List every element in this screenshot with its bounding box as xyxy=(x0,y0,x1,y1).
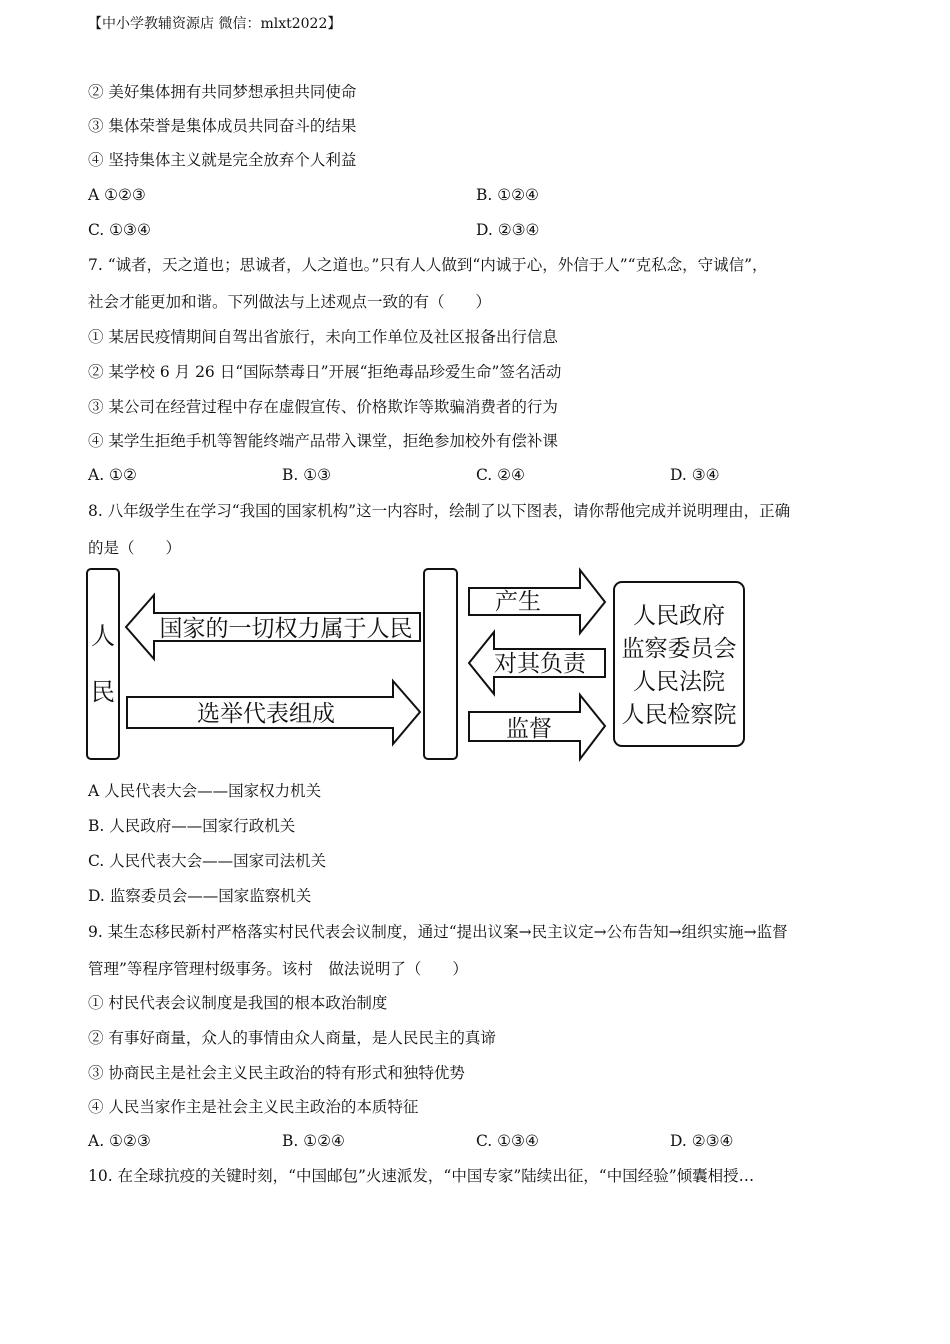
q9-item-4: ④ 人民当家作主是社会主义民主政治的本质特征 xyxy=(88,1098,419,1116)
elect-arrow-label: 选举代表组成 xyxy=(197,701,335,727)
q9-item-1: ① 村民代表会议制度是我国的根本政治制度 xyxy=(88,994,388,1012)
q8-option-d: D. 监察委员会——国家监察机关 xyxy=(88,887,312,905)
q6-item-3: ③ 集体荣誉是集体成员共同奋斗的结果 xyxy=(88,117,357,135)
q7-item-4: ④ 某学生拒绝手机等智能终端产品带入课堂，拒绝参加校外有偿补课 xyxy=(88,432,558,450)
q6-option-a: A ①②③ xyxy=(88,186,146,204)
q9-option-d: D. ②③④ xyxy=(670,1132,734,1150)
q9-option-b: B. ①②④ xyxy=(282,1132,345,1150)
q7-item-1: ① 某居民疫情期间自驾出省旅行，未向工作单位及社区报备出行信息 xyxy=(88,328,558,346)
q8-stem-line1: 8. 八年级学生在学习“我国的国家机构”这一内容时，绘制了以下图表，请你帮他完成并说明理由，正确 xyxy=(88,502,791,520)
q6-option-d: D. ②③④ xyxy=(476,221,540,239)
q9-item-3: ③ 协商民主是社会主义民主政治的特有形式和独特优势 xyxy=(88,1064,465,1082)
q8-option-c: C. 人民代表大会——国家司法机关 xyxy=(88,852,327,870)
npc-box xyxy=(424,569,457,759)
q9-option-a: A. ①②③ xyxy=(88,1132,151,1150)
organ-supervisory: 监察委员会 xyxy=(621,636,737,662)
people-char-1: 人 xyxy=(91,622,115,650)
q10-stem-line1: 10. 在全球抗疫的关键时刻，“中国邮包”火速派发，“中国专家”陆续出征，“中国经验”倾囊相授… xyxy=(88,1167,755,1185)
q7-stem-line1: 7. “诚者，天之道也；思诚者，人之道也。”只有人人做到“内诚于心，外信于人”“克私念，守诚信”， xyxy=(88,256,768,274)
q7-stem-line2: 社会才能更加和谐。下列做法与上述观点一致的有（ ） xyxy=(88,293,492,311)
q8-stem-line2: 的是（ ） xyxy=(88,539,182,557)
people-char-2: 民 xyxy=(91,678,115,706)
q6-option-c: C. ①③④ xyxy=(88,221,151,239)
q7-item-2: ② 某学校 6 月 26 日“国际禁毒日”开展“拒绝毒品珍爱生命”签名活动 xyxy=(88,363,562,381)
q7-option-c: C. ②④ xyxy=(476,466,525,484)
q7-item-3: ③ 某公司在经营过程中存在虚假宣传、价格欺诈等欺骗消费者的行为 xyxy=(88,398,558,416)
page-header: 【中小学教辅资源店 微信：mlxt2022】 xyxy=(88,16,342,32)
organ-court: 人民法院 xyxy=(633,669,725,695)
organ-government: 人民政府 xyxy=(633,603,725,629)
supervise-arrow-label: 监督 xyxy=(506,716,552,742)
people-box xyxy=(87,569,119,759)
power-arrow-label: 国家的一切权力属于人民 xyxy=(159,616,413,642)
q7-option-b: B. ①③ xyxy=(282,466,332,484)
q7-option-a: A. ①② xyxy=(88,466,137,484)
q9-stem-line2: 管理”等程序管理村级事务。该村 做法说明了（ ） xyxy=(88,960,468,978)
q6-option-b: B. ①②④ xyxy=(476,186,539,204)
q9-item-2: ② 有事好商量，众人的事情由众人商量，是人民民主的真谛 xyxy=(88,1029,496,1047)
q8-option-a: A 人民代表大会——国家权力机关 xyxy=(88,782,322,800)
state-organs-diagram xyxy=(86,566,750,764)
responsible-arrow-label: 对其负责 xyxy=(494,651,586,677)
produce-arrow-label: 产生 xyxy=(495,589,541,615)
q9-option-c: C. ①③④ xyxy=(476,1132,539,1150)
q6-item-4: ④ 坚持集体主义就是完全放弃个人利益 xyxy=(88,151,357,169)
q8-option-b: B. 人民政府——国家行政机关 xyxy=(88,817,296,835)
organ-procuratorate: 人民检察院 xyxy=(621,702,737,728)
q6-item-2: ② 美好集体拥有共同梦想承担共同使命 xyxy=(88,83,357,101)
q9-stem-line1: 9. 某生态移民新村严格落实村民代表会议制度，通过“提出议案→民主议定→公布告知→组织实施→监督 xyxy=(88,923,788,941)
q7-option-d: D. ③④ xyxy=(670,466,720,484)
